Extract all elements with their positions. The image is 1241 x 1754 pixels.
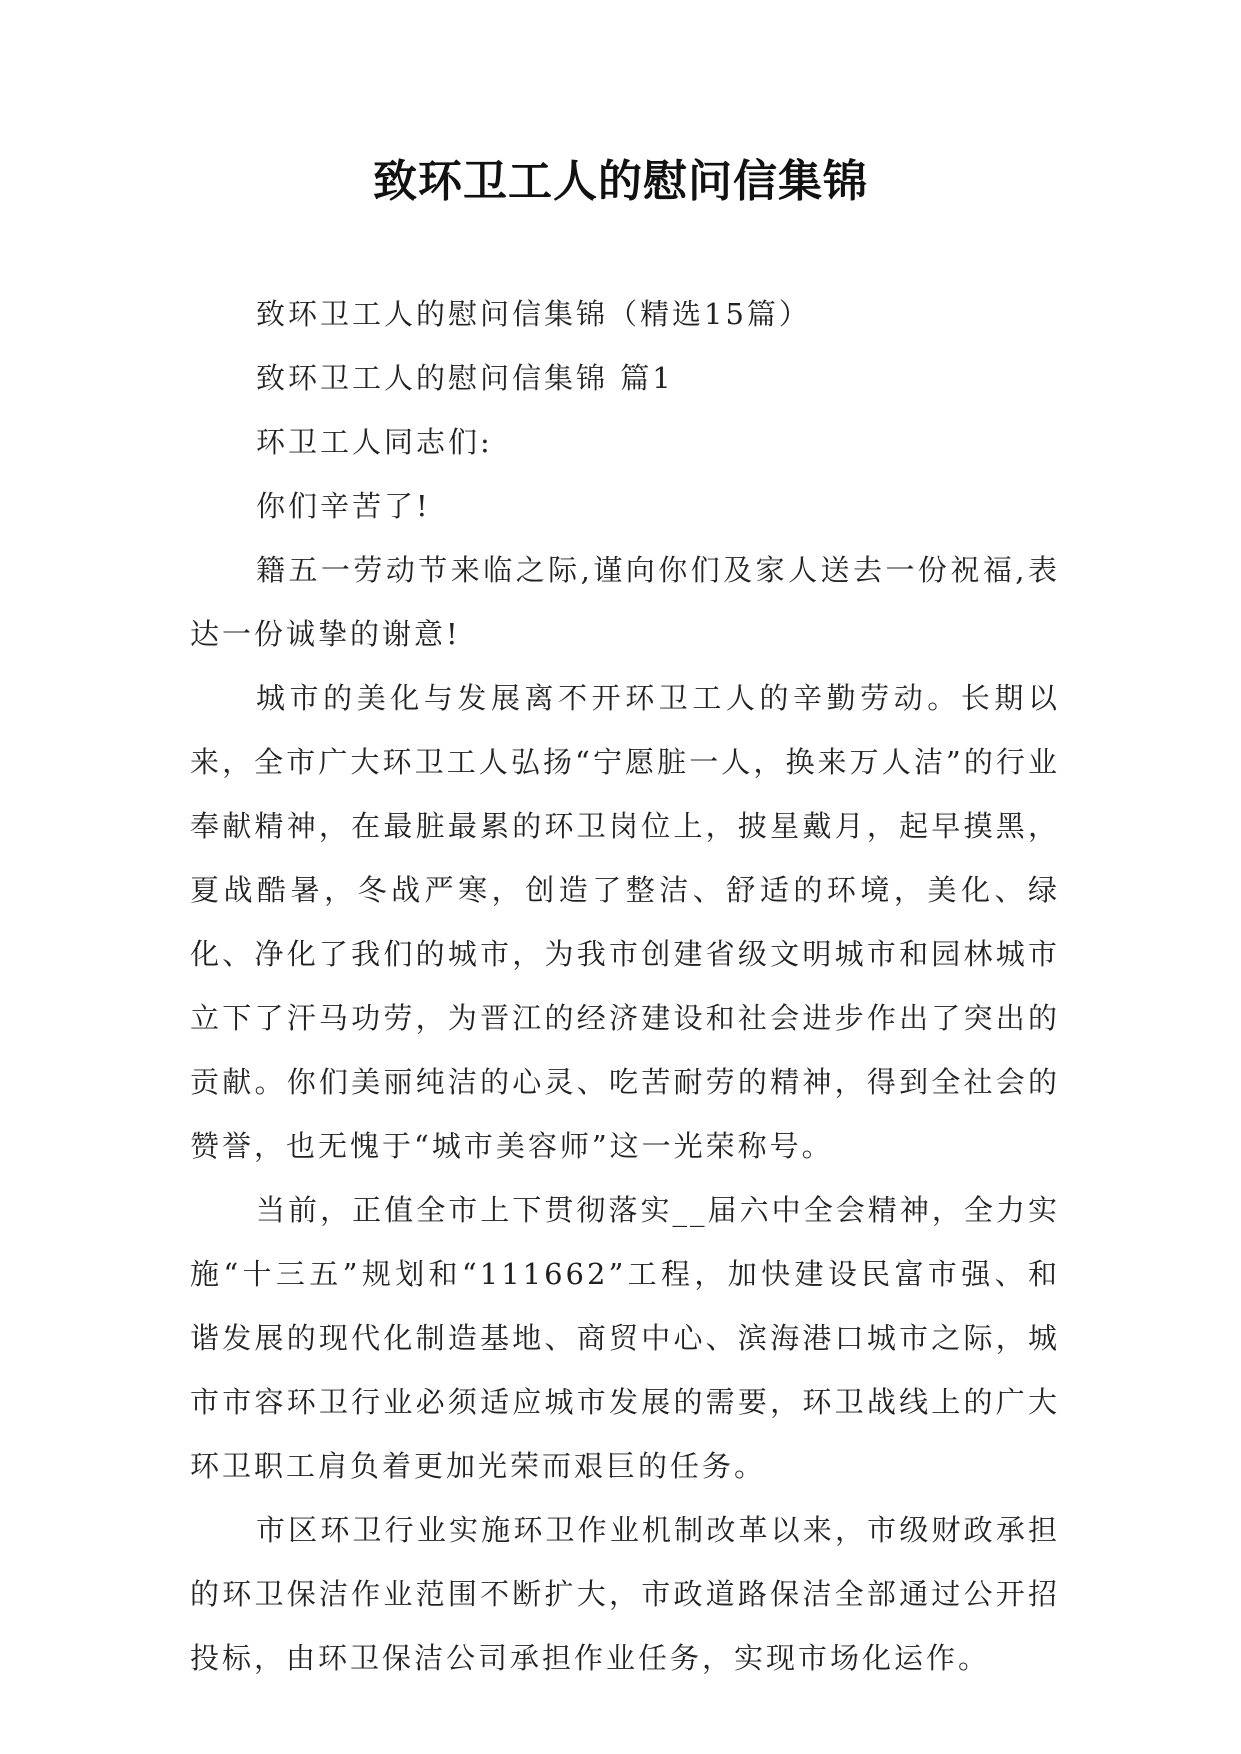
- salutation: 环卫工人同志们:: [256, 425, 493, 459]
- body-paragraph: 籍五一劳动节来临之际,谨向你们及家人送去一份祝福,表达一份诚挚的谢意!: [190, 553, 1060, 651]
- document-body: [190, 282, 1060, 1690]
- body-paragraph: 市区环卫行业实施环卫作业机制改革以来，市级财政承担的环卫保洁作业范围不断扩大，市政道路保洁全部通过公开招投标，由环卫保洁公司承担作业任务，实现市场化运作。: [190, 1513, 1060, 1675]
- greeting-line: 你们辛苦了!: [256, 489, 431, 523]
- collection-heading: 致环卫工人的慰问信集锦（精选15篇）: [256, 297, 811, 331]
- body-paragraph: 当前，正值全市上下贯彻落实__届六中全会精神，全力实施“十三五”规划和“111662”工程，加快建设民富市强、和谐发展的现代化制造基地、商贸中心、滨海港口城市之际，城市市容环卫行业必须适应城市发展的需要，环卫战线上的广大环卫职工肩负着更加光荣而艰巨的任务。: [190, 1193, 1060, 1483]
- document-title: 致环卫工人的慰问信集锦: [373, 156, 868, 207]
- section-heading: 致环卫工人的慰问信集锦 篇1: [256, 361, 674, 395]
- body-paragraph: 城市的美化与发展离不开环卫工人的辛勤劳动。长期以来，全市广大环卫工人弘扬“宁愿脏一人，换来万人洁”的行业奉献精神，在最脏最累的环卫岗位上，披星戴月，起早摸黑，夏战酷暑，冬战严寒，创造了整洁、舒适的环境，美化、绿化、净化了我们的城市，为我市创建省级文明城市和园林城市立下了汗马功劳，为晋江的经济建设和社会进步作出了突出的贡献。你们美丽纯洁的心灵、吃苦耐劳的精神，得到全社会的赞誉，也无愧于“城市美容师”这一光荣称号。: [190, 681, 1060, 1163]
